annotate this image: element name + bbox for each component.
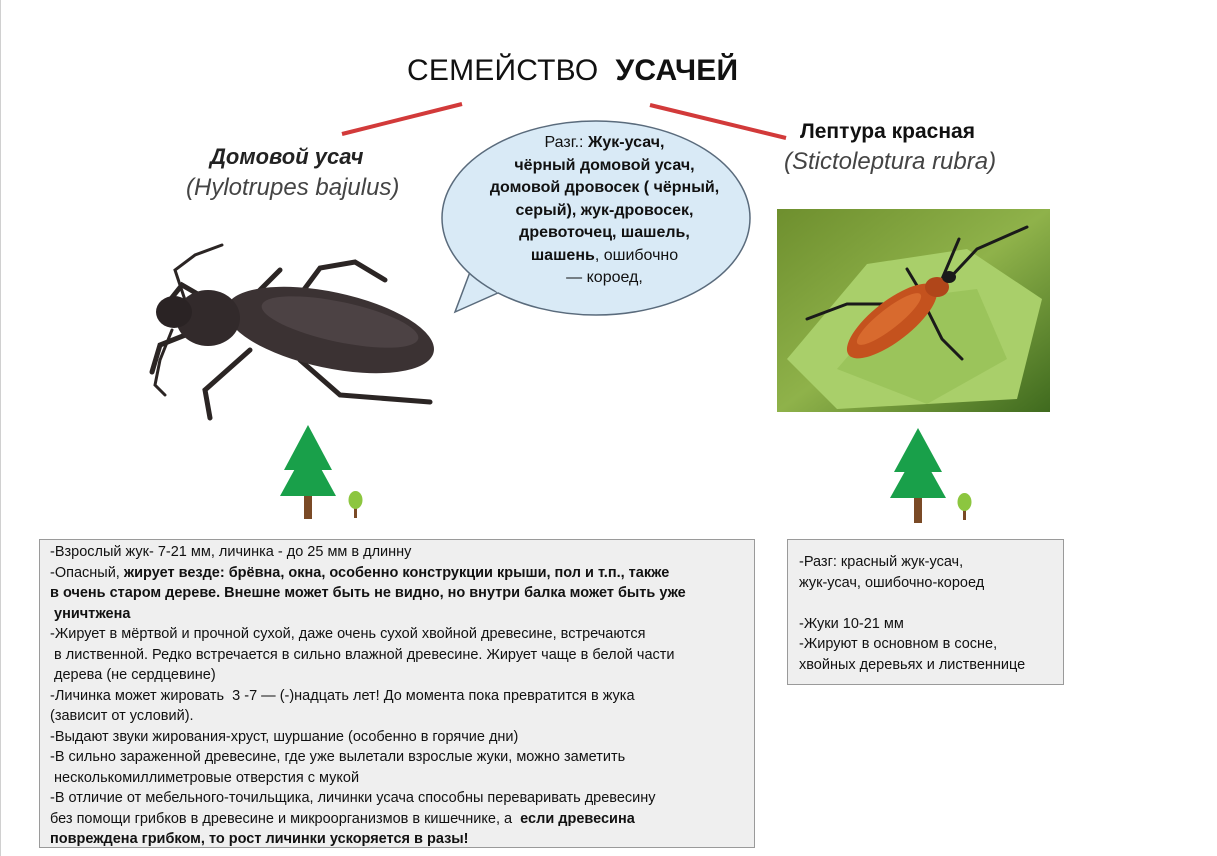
house-longhorn-beetle-image: [152, 245, 442, 418]
left-box-line: -Взрослый жук- 7-21 мм, личинка - до 25 мм в длинну: [50, 544, 412, 560]
title-prefix: СЕМЕЙСТВО: [407, 54, 599, 87]
left-info-box: [39, 539, 755, 848]
left-box-line: -Личинка может жировать 3 -7 — (-)надцать лет! До момента пока превратится в жука: [50, 687, 635, 704]
bubble-bold-3: домовой дровосек ( чёрный,: [489, 179, 720, 196]
left-box-text: без помощи грибков в древесине и микроорганизмов в кишечнике, а: [50, 810, 521, 827]
left-box-text: -Опасный,: [50, 564, 124, 581]
right-box-line: хвойных деревьях и лиственнице: [799, 656, 1026, 673]
left-beetle-latin: (Hylotrupes bajulus): [186, 174, 400, 201]
left-box-line: несколькомиллиметровые отверстия с мукой: [50, 769, 360, 786]
small-tree-icon-left: [349, 491, 363, 518]
bubble-prefix: Разг.:: [544, 134, 588, 151]
bubble-bold-5: древоточец, шашель,: [519, 224, 690, 241]
right-info-box: [787, 539, 1064, 685]
left-box-line: в очень старом дереве. Внешне может быть не видно, но внутри балка может быть уже: [50, 585, 686, 601]
left-box-bold: если древесина: [520, 810, 635, 827]
connector-line-left: [342, 104, 462, 134]
left-box-line: -В сильно зараженной древесине, где уже вылетали взрослые жуки, можно заметить: [50, 749, 626, 765]
small-tree-icon-right: [958, 493, 972, 520]
right-beetle-name: Лептура красная: [800, 120, 975, 143]
title-bold: УСАЧЕЙ: [615, 54, 739, 87]
left-box-line: дерева (не сердцевине): [50, 667, 216, 683]
left-box-line: -В отличие от мебельного-точильщика, личинки усача способны переваривать древесину: [50, 790, 656, 806]
red-longhorn-beetle-image: [777, 209, 1050, 412]
left-box-line: (зависит от условий).: [50, 708, 194, 724]
tree-icon-right: [890, 428, 946, 523]
bubble-bold-4: серый), жук-дровосек,: [515, 201, 694, 219]
left-beetle-name: Домовой усач: [210, 144, 364, 169]
left-box-line: в лиственной. Редко встречается в сильно влажной древесине. Жирует чаще в белой части: [50, 646, 675, 663]
left-box-line: повреждена грибком, то рост личинки ускоряется в разы!: [50, 831, 469, 847]
bubble-bold-6: шашень: [530, 246, 595, 264]
left-box-line: -Жирует в мёртвой и прочной сухой, даже очень сухой хвойной древесине, встречаются: [50, 626, 646, 642]
right-box-line: жук-усач, ошибочно-короед: [799, 574, 985, 591]
bubble-text: [452, 132, 757, 290]
right-box-line: -Разг: красный жук-усач,: [799, 554, 964, 570]
bubble-bold-2: чёрный домовой усач,: [514, 156, 695, 174]
left-box-line: [50, 809, 754, 830]
right-box-line: -Жуки 10-21 мм: [799, 615, 904, 632]
left-box-line: -Выдают звуки жирования-хруст, шуршание (особенно в горячие дни): [50, 728, 519, 745]
left-box-bold: жирует везде: брёвна, окна, особенно конструкции крыши, пол и т.п., также: [123, 564, 670, 581]
bubble-line-7: — короед,: [566, 269, 643, 286]
right-box-line: -Жируют в основном в сосне,: [799, 636, 998, 652]
bubble-rest-6: , ошибочно: [594, 246, 679, 264]
bubble-bold-1: Жук-усач,: [587, 134, 665, 151]
right-beetle-latin: (Stictoleptura rubra): [784, 148, 997, 175]
left-box-line: уничтжена: [50, 605, 131, 622]
tree-icon-left: [280, 425, 336, 519]
left-box-line: [50, 563, 754, 584]
page-title: [407, 54, 738, 88]
